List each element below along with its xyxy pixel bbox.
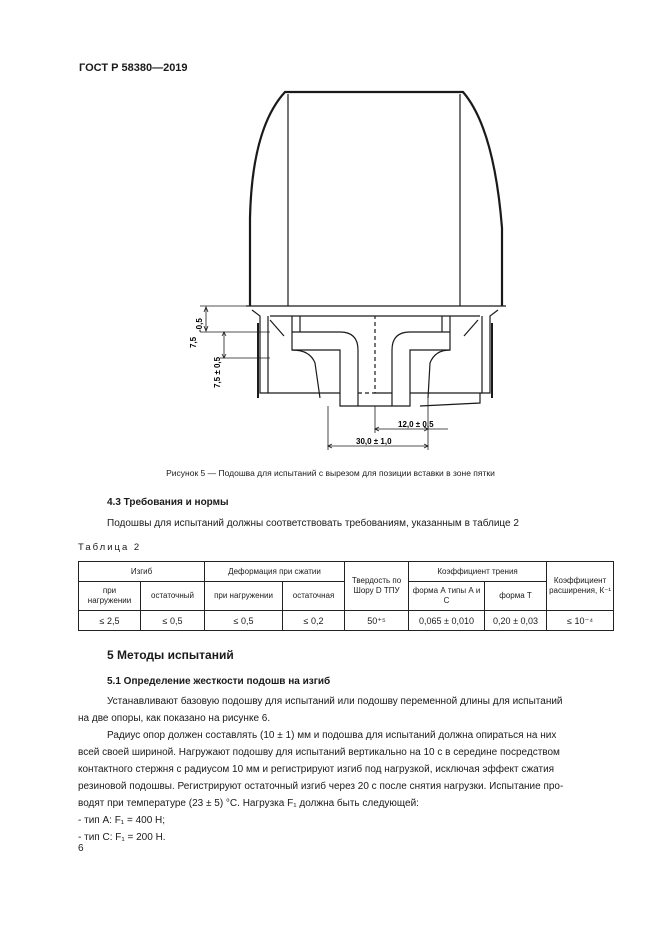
section-4-3-text: Подошвы для испытаний должны соответствовать требованиям, указанным в таблице 2 bbox=[107, 518, 519, 529]
body-line: резиновой подошвы. Регистрируют остаточный изгиб через 20 с после снятия нагрузки. Испытание про- bbox=[78, 781, 564, 792]
header-bend: Изгиб bbox=[79, 562, 205, 582]
subheader-comp-residual: остаточная bbox=[283, 582, 345, 611]
table-cell: ≤ 0,2 bbox=[283, 611, 345, 631]
table-cell: 50⁺⁵ bbox=[345, 611, 409, 631]
section-5-heading: 5 Методы испытаний bbox=[107, 648, 234, 662]
table-caption: Таблица 2 bbox=[78, 542, 142, 553]
body-line: контактного стержня с радиусом 10 мм и регистрируют изгиб под нагрузкой, исключая эффект сжатия bbox=[78, 764, 555, 775]
dim-label-7-5-tolerance: -0,5 bbox=[195, 318, 204, 332]
table-cell: 0,20 ± 0,03 bbox=[485, 611, 547, 631]
header-expansion: Коэффициент расширения, К⁻¹ bbox=[547, 562, 614, 611]
table-cell: ≤ 0,5 bbox=[205, 611, 283, 631]
list-item: - тип С: F₁ = 200 Н. bbox=[78, 832, 166, 843]
table-cell: ≤ 0,5 bbox=[141, 611, 205, 631]
table-cell: 0,065 ± 0,010 bbox=[409, 611, 485, 631]
subheader-friction-a: форма А типы А и С bbox=[409, 582, 485, 611]
subheader-comp-load: при нагружении bbox=[205, 582, 283, 611]
section-5-1-heading: 5.1 Определение жесткости подошв на изгиб bbox=[107, 676, 331, 687]
subheader-bend-load: при нагружении bbox=[79, 582, 141, 611]
dim-label-12-0: 12,0 ± 0,5 bbox=[398, 420, 434, 429]
table-cell: ≤ 2,5 bbox=[79, 611, 141, 631]
body-line: Устанавливают базовую подошву для испытаний или подошву переменной длины для испытаний bbox=[107, 696, 563, 707]
dim-label-30-0: 30,0 ± 1,0 bbox=[356, 437, 392, 446]
subheader-friction-t: форма Т bbox=[485, 582, 547, 611]
document-code: ГОСТ Р 58380—2019 bbox=[79, 62, 188, 74]
sole-drawing bbox=[180, 88, 520, 463]
list-item: - тип А: F₁ = 400 Н; bbox=[78, 815, 166, 826]
dim-label-7-5-minus: 7,5 bbox=[189, 336, 198, 348]
section-4-3-heading: 4.3 Требования и нормы bbox=[107, 497, 229, 508]
header-compression: Деформация при сжатии bbox=[205, 562, 345, 582]
body-line: всей своей шириной. Нагружают подошву для испытаний вертикально на 10 с в середине посредством bbox=[78, 747, 560, 758]
header-hardness: Твердость по Шору D ТПУ bbox=[345, 562, 409, 611]
page-number: 6 bbox=[78, 843, 84, 854]
body-line: водят при температуре (23 ± 5) °С. Нагрузка F₁ должна быть следующей: bbox=[78, 798, 419, 809]
table-cell: ≤ 10⁻⁴ bbox=[547, 611, 614, 631]
header-friction: Коэффициент трения bbox=[409, 562, 547, 582]
table-header-row-1 bbox=[79, 562, 614, 582]
figure-caption: Рисунок 5 — Подошва для испытаний с вырезом для позиции вставки в зоне пятки bbox=[166, 468, 495, 478]
table-row bbox=[79, 611, 614, 631]
subheader-bend-residual: остаточный bbox=[141, 582, 205, 611]
requirements-table bbox=[78, 561, 614, 631]
sole-drawing-svg bbox=[180, 88, 520, 458]
dim-label-7-5-pm: 7,5 ± 0,5 bbox=[213, 356, 222, 388]
body-line: на две опоры, как показано на рисунке 6. bbox=[78, 713, 271, 724]
body-line: Радиус опор должен составлять (10 ± 1) мм и подошва для испытаний должна опираться на них bbox=[107, 730, 557, 741]
